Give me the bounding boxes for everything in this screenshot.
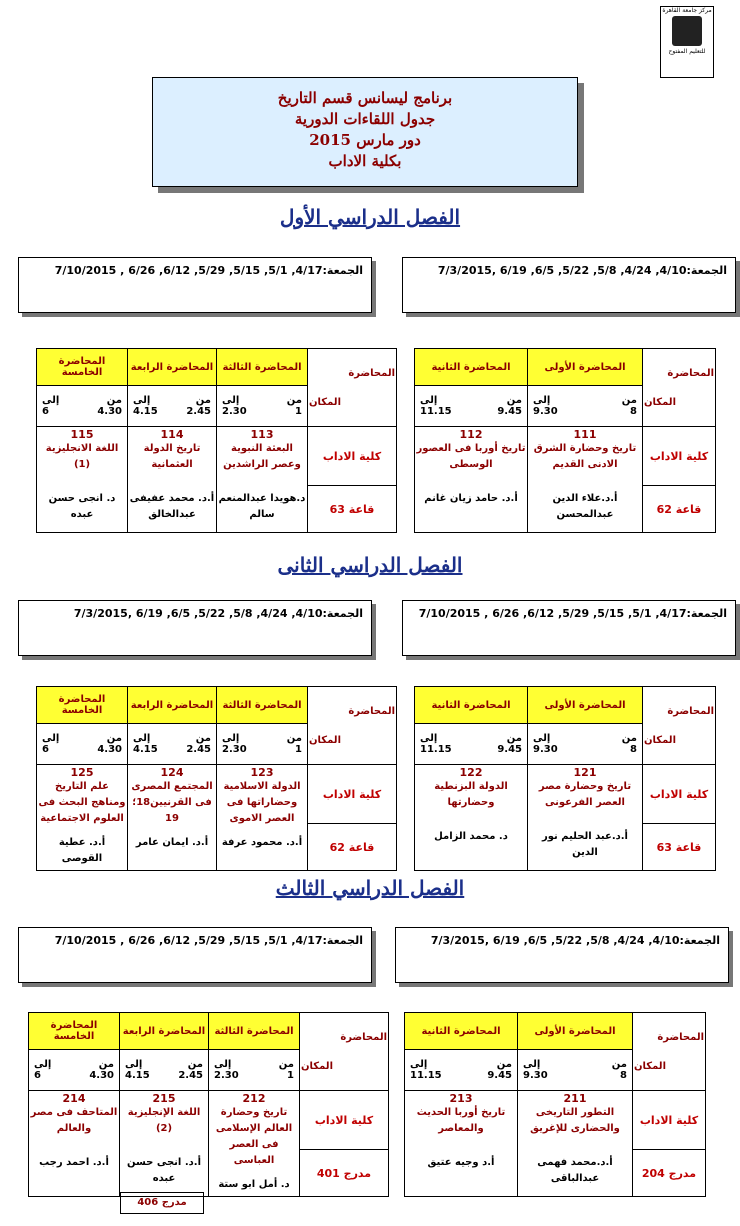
course-name: تاريخ أوربا فى العصور الوسطى — [416, 443, 526, 470]
to-label: إلى — [420, 733, 438, 744]
course-name: الدولة البزنطية وحضارتها — [434, 781, 508, 808]
corner-label: المحاضرة — [657, 1031, 704, 1043]
semester-title: الفصل الدراسي الثانى — [277, 553, 463, 577]
lecture-header: المحاضرة الأولى — [528, 349, 643, 386]
right-dates-box: الجمعة:4/10, 4/24, 5/8, 5/22, 6/5, 6/19 ,7/3/2015 — [402, 257, 736, 313]
course-number: 111 — [573, 428, 597, 441]
from-value: 4.30 — [89, 1070, 114, 1081]
to-label: إلى — [133, 733, 151, 744]
place-label: المكان — [309, 396, 341, 408]
to-value: 4.15 — [133, 406, 158, 417]
lecture-time — [37, 724, 128, 765]
logo-bottom-text: للتعليم المفتوح — [668, 48, 706, 55]
course-cell — [128, 427, 217, 533]
course-name: تاريخ الدولة العثمانية — [143, 443, 201, 470]
course-name: اللغة الإنجليزية (2) — [127, 1107, 201, 1134]
to-label: إلى — [420, 395, 438, 406]
to-label: إلى — [42, 733, 60, 744]
from-value: 9.45 — [497, 744, 522, 755]
from-label: من — [611, 1059, 627, 1070]
lecture-header: المحاضرة الثالثة — [217, 687, 308, 724]
course-professor: أ.د. عطية القوصى — [58, 837, 106, 864]
to-value: 9.30 — [523, 1070, 548, 1081]
right-schedule-table — [414, 348, 716, 533]
course-cell — [128, 765, 217, 871]
course-cell — [528, 427, 643, 533]
course-professor: د.هويدا عبدالمنعم سالم — [218, 493, 306, 520]
corner-cell — [643, 349, 716, 427]
room-cell: مدرج 401 — [300, 1150, 389, 1197]
lecture-header: المحاضرة الخامسة — [29, 1013, 120, 1050]
lecture-time — [405, 1050, 518, 1091]
to-label: إلى — [533, 733, 551, 744]
course-professor: أ.د.محمد فهمى عبدالباقى — [537, 1157, 613, 1184]
lecture-header: المحاضرة الثانية — [405, 1013, 518, 1050]
from-value: 9.45 — [497, 406, 522, 417]
hall-cell: كلية الاداب — [643, 427, 716, 486]
lecture-time — [518, 1050, 633, 1091]
lecture-header: المحاضرة الرابعة — [128, 349, 217, 386]
from-value: 4.30 — [97, 406, 122, 417]
lecture-header: المحاضرة الرابعة — [120, 1013, 209, 1050]
room-cell: قاعة 63 — [643, 824, 716, 871]
right-dates-box: الجمعة:4/10, 4/24, 5/8, 5/22, 6/5, 6/19 ,7/3/2015 — [395, 927, 729, 983]
to-label: إلى — [133, 395, 151, 406]
from-value: 4.30 — [97, 744, 122, 755]
to-value: 11.15 — [420, 406, 452, 417]
course-professor: أ.د. محمد عفيفى عبدالخالق — [129, 493, 215, 520]
left-schedule-table — [36, 686, 397, 871]
room-cell: قاعة 62 — [308, 824, 397, 871]
to-value: 11.15 — [420, 744, 452, 755]
course-name: المتاحف فى مصر والعالم — [30, 1107, 118, 1134]
corner-cell — [308, 687, 397, 765]
lecture-time — [217, 724, 308, 765]
from-label: من — [506, 395, 522, 406]
course-name: تاريخ وحضارة الشرق الادنى القديم — [533, 443, 637, 470]
hall-cell: كلية الاداب — [633, 1091, 706, 1150]
place-label: المكان — [644, 396, 676, 408]
semester-title: الفصل الدراسي الأول — [279, 205, 461, 229]
course-number: 211 — [563, 1092, 587, 1105]
course-number: 113 — [250, 428, 274, 441]
to-value: 9.30 — [533, 744, 558, 755]
course-name: تاريخ أوربا الحديث والمعاصر — [416, 1107, 506, 1134]
course-number: 115 — [70, 428, 94, 441]
course-cell — [37, 427, 128, 533]
lecture-header: المحاضرة الخامسة — [37, 349, 128, 386]
lecture-header: المحاضرة الرابعة — [128, 687, 217, 724]
corner-label: المحاضرة — [667, 705, 714, 717]
hall-cell: كلية الاداب — [300, 1091, 389, 1150]
from-value: 8 — [620, 1070, 627, 1081]
right-schedule-table — [404, 1012, 706, 1197]
left-schedule-table — [36, 348, 397, 533]
place-label: المكان — [301, 1060, 333, 1072]
to-value: 2.30 — [214, 1070, 239, 1081]
left-dates-box: الجمعة:4/17, 5/1, 5/15, 5/29, 6/12, 6/26 , 7/10/2015 — [18, 257, 372, 313]
hall-cell: كلية الاداب — [643, 765, 716, 824]
lecture-time — [128, 386, 217, 427]
place-label: المكان — [634, 1060, 666, 1072]
lecture-header: المحاضرة الثالثة — [217, 349, 308, 386]
room-cell: مدرج 204 — [633, 1150, 706, 1197]
lecture-time — [415, 386, 528, 427]
lecture-header: المحاضرة الخامسة — [37, 687, 128, 724]
hall-cell: كلية الاداب — [308, 427, 397, 486]
lecture-header: المحاضرة الثالثة — [209, 1013, 300, 1050]
course-number: 215 — [152, 1092, 176, 1105]
course-cell — [120, 1091, 209, 1197]
left-schedule-table — [28, 1012, 389, 1197]
header-line-1: برنامج ليسانس قسم التاريخ — [277, 89, 453, 107]
to-value: 2.30 — [222, 744, 247, 755]
course-professor: أ.د. محمود عرفة — [221, 837, 303, 848]
emblem-icon — [672, 16, 702, 46]
lecture-time — [29, 1050, 120, 1091]
course-number: 125 — [70, 766, 94, 779]
to-label: إلى — [34, 1059, 52, 1070]
corner-label: المحاضرة — [348, 367, 395, 379]
left-dates-box: الجمعة:4/10, 4/24, 5/8, 5/22, 6/5, 6/19 ,7/3/2015 — [18, 600, 372, 656]
corner-label: المحاضرة — [348, 705, 395, 717]
course-name: تاريخ وحضارة مصر العصر الفرعونى — [538, 781, 632, 808]
course-professor: أ.د. ايمان عامر — [135, 837, 209, 848]
from-label: من — [278, 1059, 294, 1070]
from-label: من — [506, 733, 522, 744]
header-line-3: دور مارس 2015 — [309, 131, 421, 149]
logo-top-text: مركز جامعة القاهرة — [662, 7, 712, 14]
from-value: 1 — [287, 1070, 294, 1081]
corner-cell — [643, 687, 716, 765]
from-label: من — [187, 1059, 203, 1070]
from-label: من — [195, 733, 211, 744]
corner-cell — [633, 1013, 706, 1091]
lecture-time — [528, 386, 643, 427]
to-value: 6 — [42, 744, 49, 755]
lecture-time — [37, 386, 128, 427]
course-name: المجتمع المصرى فى القرنيين18؛19 — [131, 781, 213, 824]
from-label: من — [106, 395, 122, 406]
from-label: من — [106, 733, 122, 744]
room-cell: قاعة 62 — [643, 486, 716, 533]
course-number: 112 — [459, 428, 483, 441]
from-value: 8 — [630, 744, 637, 755]
to-value: 11.15 — [410, 1070, 442, 1081]
left-dates-box: الجمعة:4/17, 5/1, 5/15, 5/29, 6/12, 6/26 , 7/10/2015 — [18, 927, 372, 983]
course-cell — [415, 427, 528, 533]
lecture-time — [209, 1050, 300, 1091]
corner-cell — [300, 1013, 389, 1091]
course-professor: د. محمد الزامل — [434, 831, 508, 842]
course-cell — [518, 1091, 633, 1197]
to-value: 4.15 — [133, 744, 158, 755]
course-name: اللغة الانجليزية (1) — [45, 443, 119, 470]
to-value: 2.30 — [222, 406, 247, 417]
to-label: إلى — [125, 1059, 143, 1070]
course-professor: أ.د. حامد زيان غانم — [424, 493, 518, 504]
course-cell — [217, 765, 308, 871]
lecture-time — [128, 724, 217, 765]
from-value: 2.45 — [186, 744, 211, 755]
header-line-4: بكلية الاداب — [328, 152, 402, 170]
course-cell — [217, 427, 308, 533]
to-label: إلى — [410, 1059, 428, 1070]
course-professor: أ.د.عبد الحليم نور الدين — [542, 831, 628, 858]
right-schedule-table — [414, 686, 716, 871]
to-label: إلى — [533, 395, 551, 406]
course-cell — [37, 765, 128, 871]
hall-cell: كلية الاداب — [308, 765, 397, 824]
semester-title: الفصل الدراسي الثالث — [275, 876, 465, 900]
lecture-header: المحاضرة الثانية — [415, 349, 528, 386]
from-label: من — [621, 733, 637, 744]
from-value: 2.45 — [178, 1070, 203, 1081]
from-label: من — [195, 395, 211, 406]
to-label: إلى — [523, 1059, 541, 1070]
course-name: علم التاريخ ومناهج البحث فى العلوم الاجتماعية — [38, 781, 126, 824]
place-label: المكان — [644, 734, 676, 746]
course-number: 212 — [242, 1092, 266, 1105]
course-cell — [29, 1091, 120, 1197]
lecture-time — [120, 1050, 209, 1091]
course-cell — [405, 1091, 518, 1197]
corner-cell — [308, 349, 397, 427]
to-label: إلى — [222, 733, 240, 744]
course-cell — [415, 765, 528, 871]
to-value: 9.30 — [533, 406, 558, 417]
course-name: تاريخ وحضارة العالم الإسلامى فى العصر العباسى — [215, 1107, 293, 1166]
lecture-time — [528, 724, 643, 765]
to-label: إلى — [214, 1059, 232, 1070]
course-name: التطور التاريخى والحضارى للإغريق — [530, 1107, 620, 1134]
to-label: إلى — [42, 395, 60, 406]
from-value: 9.45 — [487, 1070, 512, 1081]
header-line-2: جدول اللقاءات الدورية — [294, 110, 436, 128]
to-value: 4.15 — [125, 1070, 150, 1081]
to-value: 6 — [34, 1070, 41, 1081]
course-number: 123 — [250, 766, 274, 779]
course-professor: أ.د.علاء الدين عبدالمحسن — [552, 493, 618, 520]
course-professor: د. أمل ابو ستة — [218, 1179, 290, 1190]
course-cell — [209, 1091, 300, 1197]
course-professor: أ.د. احمد رجب — [39, 1157, 109, 1168]
to-label: إلى — [222, 395, 240, 406]
from-value: 1 — [295, 744, 302, 755]
lecture-time — [217, 386, 308, 427]
course-cell — [528, 765, 643, 871]
lecture-time — [415, 724, 528, 765]
corner-label: المحاضرة — [340, 1031, 387, 1043]
from-label: من — [98, 1059, 114, 1070]
from-value: 8 — [630, 406, 637, 417]
program-header — [152, 77, 578, 187]
lecture-header: المحاضرة الأولى — [518, 1013, 633, 1050]
course-professor: أ.د وجيه عتيق — [427, 1157, 495, 1168]
room-cell: قاعة 63 — [308, 486, 397, 533]
from-label: من — [621, 395, 637, 406]
from-value: 1 — [295, 406, 302, 417]
course-name: الدولة الاسلامية وحضاراتها فى العصر الاموى — [223, 781, 301, 824]
to-value: 6 — [42, 406, 49, 417]
course-number: 213 — [449, 1092, 473, 1105]
course-number: 121 — [573, 766, 597, 779]
course-number: 214 — [62, 1092, 86, 1105]
from-label: من — [496, 1059, 512, 1070]
lecture-header: المحاضرة الثانية — [415, 687, 528, 724]
course-professor: د. انجى حسن عبده — [48, 493, 116, 520]
course-number: 114 — [160, 428, 184, 441]
course-number: 124 — [160, 766, 184, 779]
extra-room-cell: مدرج 406 — [120, 1192, 204, 1214]
course-professor: أ.د. انجى حسن عبده — [126, 1157, 201, 1184]
course-name: البعثة النبوية وعصر الراشدين — [223, 443, 301, 470]
course-number: 122 — [459, 766, 483, 779]
place-label: المكان — [309, 734, 341, 746]
from-label: من — [286, 395, 302, 406]
from-value: 2.45 — [186, 406, 211, 417]
corner-label: المحاضرة — [667, 367, 714, 379]
lecture-header: المحاضرة الأولى — [528, 687, 643, 724]
university-logo — [660, 6, 714, 78]
right-dates-box: الجمعة:4/17, 5/1, 5/15, 5/29, 6/12, 6/26 , 7/10/2015 — [402, 600, 736, 656]
from-label: من — [286, 733, 302, 744]
